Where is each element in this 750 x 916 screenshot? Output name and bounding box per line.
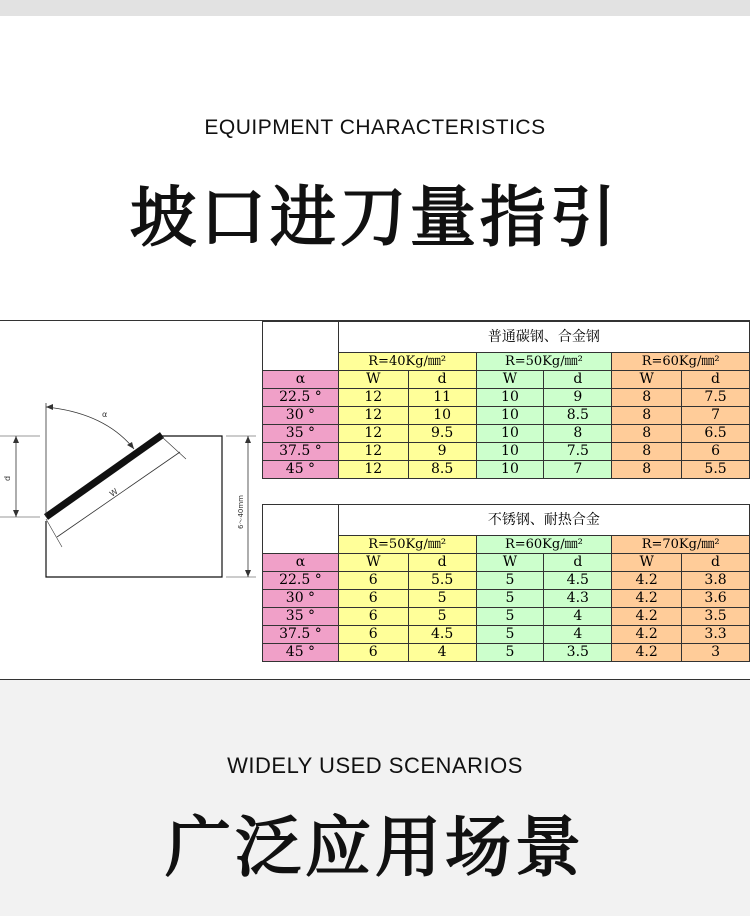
value-cell: 8: [544, 425, 612, 443]
table-row: [263, 425, 750, 443]
strength-group-header: R=70Kg/㎜²: [612, 536, 750, 554]
value-cell: 8: [612, 407, 682, 425]
value-cell: 5: [476, 572, 544, 590]
value-cell: 7.5: [682, 389, 750, 407]
value-cell: 8.5: [544, 407, 612, 425]
value-cell: 10: [476, 425, 544, 443]
value-cell: 4: [544, 608, 612, 626]
value-cell: 5: [408, 590, 476, 608]
table-corner: [263, 505, 339, 536]
value-cell: 8: [612, 425, 682, 443]
thickness-arrow-top: [245, 436, 251, 443]
stainless-steel-table: [262, 504, 750, 662]
strength-group-header: R=40Kg/㎜²: [338, 353, 476, 371]
value-cell: 4: [408, 644, 476, 662]
alpha-column-header: α: [263, 554, 339, 572]
d-arrow-bottom: [13, 510, 19, 517]
value-cell: 10: [476, 443, 544, 461]
table-row: [263, 644, 750, 662]
thickness-arrow-bottom: [245, 570, 251, 577]
value-cell: 4.2: [612, 644, 682, 662]
value-cell: 9.5: [408, 425, 476, 443]
value-cell: 11: [408, 389, 476, 407]
value-cell: 6: [682, 443, 750, 461]
alpha-column-header: α: [263, 371, 339, 389]
table-row: [263, 572, 750, 590]
value-cell: 6: [338, 590, 408, 608]
angle-cell: 22.5 °: [263, 389, 339, 407]
value-cell: 6: [338, 608, 408, 626]
angle-cell: 30 °: [263, 407, 339, 425]
strength-group-header: R=60Kg/㎜²: [476, 536, 612, 554]
d-column-header: d: [682, 371, 750, 389]
w-column-header: W: [338, 371, 408, 389]
w-column-header: W: [476, 371, 544, 389]
angle-cell: 37.5 °: [263, 626, 339, 644]
value-cell: 4.5: [544, 572, 612, 590]
alpha-label: α: [102, 410, 108, 419]
value-cell: 4.2: [612, 626, 682, 644]
value-cell: 12: [338, 443, 408, 461]
value-cell: 6: [338, 572, 408, 590]
table-corner: [263, 536, 339, 554]
value-cell: 5.5: [682, 461, 750, 479]
scenarios-subtitle-en: WIDELY USED SCENARIOS: [227, 753, 523, 778]
value-cell: 5: [476, 644, 544, 662]
angle-cell: 37.5 °: [263, 443, 339, 461]
value-cell: 5: [476, 608, 544, 626]
angle-cell: 45 °: [263, 461, 339, 479]
value-cell: 4.2: [612, 572, 682, 590]
value-cell: 5: [408, 608, 476, 626]
table-corner: [263, 322, 339, 353]
characteristics-header-section: [0, 16, 750, 320]
w-label: W: [107, 486, 120, 499]
value-cell: 12: [338, 389, 408, 407]
arc-arrow-end: [127, 442, 134, 449]
d-column-header: d: [682, 554, 750, 572]
section-title-zh: 坡口进刀量指引: [130, 179, 620, 256]
value-cell: 9: [408, 443, 476, 461]
value-cell: 12: [338, 407, 408, 425]
d-column-header: d: [544, 554, 612, 572]
w-extension-line-left: [46, 519, 62, 547]
value-cell: 10: [476, 461, 544, 479]
w-column-header: W: [612, 554, 682, 572]
value-cell: 3.5: [682, 608, 750, 626]
value-cell: 8.5: [408, 461, 476, 479]
value-cell: 6: [338, 644, 408, 662]
carbon-steel-table: [262, 321, 750, 479]
w-column-header: W: [612, 371, 682, 389]
angle-cell: 45 °: [263, 644, 339, 662]
angle-cell: 35 °: [263, 425, 339, 443]
w-column-header: W: [338, 554, 408, 572]
scenarios-title-zh: 广泛应用场景: [165, 809, 585, 886]
value-cell: 10: [476, 389, 544, 407]
strength-group-header: R=50Kg/㎜²: [338, 536, 476, 554]
d-label: d: [3, 475, 12, 481]
value-cell: 4.5: [408, 626, 476, 644]
angle-cell: 30 °: [263, 590, 339, 608]
table-row: [263, 407, 750, 425]
value-cell: 3: [682, 644, 750, 662]
table-row: [263, 590, 750, 608]
value-cell: 7: [682, 407, 750, 425]
value-cell: 4.2: [612, 608, 682, 626]
bevel-diagram: [0, 321, 262, 679]
angle-cell: 22.5 °: [263, 572, 339, 590]
d-column-header: d: [408, 371, 476, 389]
value-cell: 3.5: [544, 644, 612, 662]
material-header: 不锈钢、耐热合金: [338, 505, 749, 536]
angle-cell: 35 °: [263, 608, 339, 626]
strength-group-header: R=60Kg/㎜²: [612, 353, 750, 371]
value-cell: 8: [612, 443, 682, 461]
value-cell: 10: [408, 407, 476, 425]
value-cell: 4.2: [612, 590, 682, 608]
table-row: [263, 389, 750, 407]
value-cell: 4: [544, 626, 612, 644]
value-cell: 5.5: [408, 572, 476, 590]
value-cell: 3.3: [682, 626, 750, 644]
value-cell: 12: [338, 425, 408, 443]
table-row: [263, 626, 750, 644]
thickness-label: 6～40mm: [237, 495, 245, 529]
value-cell: 8: [612, 389, 682, 407]
top-divider-bar: [0, 0, 750, 16]
value-cell: 10: [476, 407, 544, 425]
table-row: [263, 608, 750, 626]
value-cell: 5: [476, 626, 544, 644]
value-cell: 6.5: [682, 425, 750, 443]
value-cell: 12: [338, 461, 408, 479]
angle-arc: [46, 407, 134, 449]
value-cell: 3.6: [682, 590, 750, 608]
d-arrow-top: [13, 436, 19, 443]
value-cell: 7: [544, 461, 612, 479]
value-cell: 7.5: [544, 443, 612, 461]
section-subtitle-en: EQUIPMENT CHARACTERISTICS: [204, 116, 546, 139]
w-column-header: W: [476, 554, 544, 572]
strength-group-header: R=50Kg/㎜²: [476, 353, 612, 371]
table-row: [263, 443, 750, 461]
table-corner: [263, 353, 339, 371]
bevel-feed-guide-figure: [0, 320, 750, 680]
material-header: 普通碳钢、合金钢: [338, 322, 749, 353]
d-column-header: d: [408, 554, 476, 572]
value-cell: 9: [544, 389, 612, 407]
table-row: [263, 461, 750, 479]
value-cell: 5: [476, 590, 544, 608]
d-column-header: d: [544, 371, 612, 389]
value-cell: 4.3: [544, 590, 612, 608]
value-cell: 8: [612, 461, 682, 479]
value-cell: 6: [338, 626, 408, 644]
value-cell: 3.8: [682, 572, 750, 590]
arc-arrow-start: [46, 404, 53, 410]
